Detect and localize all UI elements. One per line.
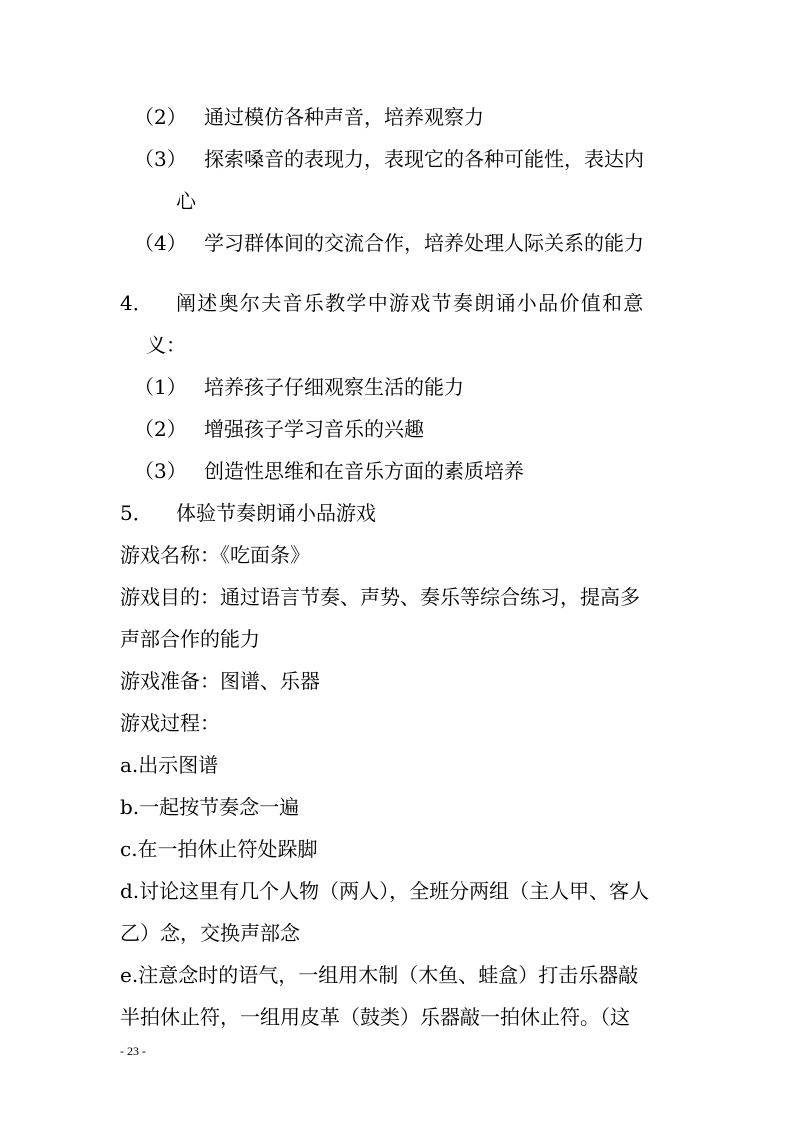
section-heading-5 — [120, 500, 376, 526]
section-heading-4 — [120, 290, 645, 316]
section-title: 义： — [146, 333, 186, 357]
section-number: 5． — [120, 501, 153, 525]
section-title: 阐述奥尔夫音乐教学中游戏节奏朗诵小品价值和意 — [176, 291, 645, 315]
item-text: 培养孩子仔细观察生活的能力 — [204, 375, 464, 399]
step-text: e.注意念时的语气，一组用木制（木鱼、蛙盒）打击乐器敲 — [120, 963, 639, 987]
list-item-2 — [134, 104, 484, 130]
step-e — [120, 962, 638, 988]
item-text: 学习群体间的交流合作，培养处理人际关系的能力 — [204, 231, 644, 255]
step-text: a.出示图谱 — [120, 753, 219, 777]
game-goal-continuation — [120, 626, 260, 652]
step-text: d.讨论这里有几个人物（两人），全班分两组（主人甲、客人 — [120, 879, 650, 903]
section-heading-4-continuation — [146, 332, 186, 358]
item-text: 心 — [176, 189, 196, 213]
step-text: 半拍休止符，一组用皮革（鼓类）乐器敲一拍休止符。（这 — [120, 1005, 630, 1029]
item-text: 通过模仿各种声音，培养观察力 — [204, 105, 484, 129]
game-process-heading — [120, 710, 220, 736]
step-a — [120, 752, 218, 778]
item-number: （1） — [134, 375, 187, 399]
game-goal — [120, 584, 640, 610]
step-text: c.在一拍休止符处跺脚 — [120, 837, 318, 861]
item-number: （4） — [134, 231, 187, 255]
step-c — [120, 836, 318, 862]
list-item-4 — [134, 230, 644, 256]
paragraph-text: 游戏过程： — [120, 711, 220, 735]
paragraph-text: 游戏目的：通过语言节奏、声势、奏乐等综合练习，提高多 — [120, 585, 640, 609]
list-item-3 — [134, 458, 524, 484]
list-item-1 — [134, 374, 464, 400]
step-d — [120, 878, 649, 904]
step-d-continuation — [120, 920, 300, 946]
game-name — [120, 542, 310, 568]
paragraph-text: 游戏名称：《吃面条》 — [120, 543, 310, 567]
list-item-2 — [134, 416, 424, 442]
item-text: 增强孩子学习音乐的兴趣 — [204, 417, 424, 441]
item-number: （3） — [134, 147, 187, 171]
item-number: （2） — [134, 417, 187, 441]
item-number: （3） — [134, 459, 187, 483]
step-e-continuation — [120, 1004, 630, 1030]
page-number: - 23 - — [120, 1044, 146, 1058]
item-number: （2） — [134, 105, 187, 129]
paragraph-text: 游戏准备：图谱、乐器 — [120, 669, 320, 693]
step-text: 乙）念，交换声部念 — [120, 921, 300, 945]
list-item-3-continuation — [176, 188, 196, 214]
step-b — [120, 794, 299, 820]
game-preparation — [120, 668, 320, 694]
paragraph-text: 声部合作的能力 — [120, 627, 260, 651]
item-text: 创造性思维和在音乐方面的素质培养 — [204, 459, 524, 483]
step-text: b.一起按节奏念一遍 — [120, 795, 300, 819]
section-number: 4． — [120, 291, 153, 315]
list-item-3 — [134, 146, 644, 172]
section-title: 体验节奏朗诵小品游戏 — [176, 501, 376, 525]
item-text: 探索嗓音的表现力，表现它的各种可能性，表达内 — [204, 147, 644, 171]
